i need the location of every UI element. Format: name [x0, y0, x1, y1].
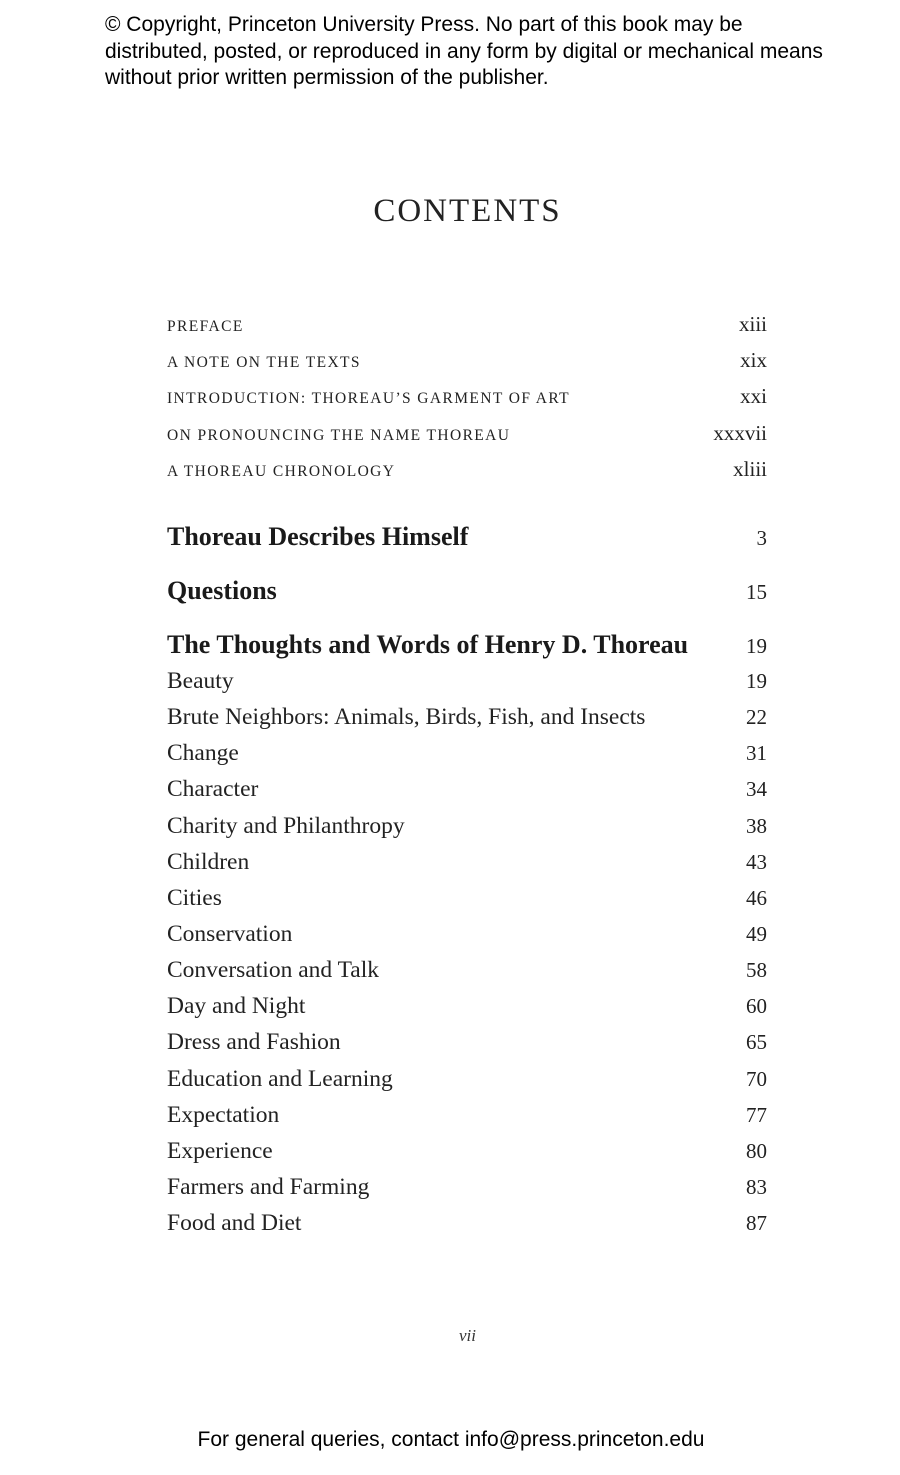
toc-section-entry[interactable] [167, 849, 767, 885]
toc-section-entry[interactable] [167, 813, 767, 849]
toc-section-label: Experience [167, 1137, 273, 1164]
toc-section-page: 22 [746, 705, 767, 730]
toc-part-label: Questions [167, 576, 277, 605]
toc-part-label: Thoreau Describes Himself [167, 522, 469, 551]
toc-section-entry[interactable] [167, 1029, 767, 1065]
toc-part-questions[interactable] [167, 576, 767, 606]
toc-section-entry[interactable] [167, 776, 767, 812]
toc-section-label: Children [167, 848, 250, 875]
toc-section-entry[interactable] [167, 957, 767, 993]
toc-section-label: Conversation and Talk [167, 957, 379, 984]
toc-section-entry[interactable] [167, 1210, 767, 1246]
toc-entry-chronology[interactable] [167, 457, 767, 493]
toc-section-label: Charity and Philanthropy [167, 812, 405, 839]
toc-section-label: Education and Learning [167, 1065, 393, 1092]
toc-entry-pronouncing[interactable] [167, 421, 767, 457]
toc-entry-preface[interactable] [167, 312, 767, 348]
toc-section-page: 65 [746, 1030, 767, 1055]
toc-section-entry[interactable] [167, 921, 767, 957]
contact-footer: For general queries, contact info@press.princeton.edu [197, 1428, 705, 1451]
toc-section-label: Cities [167, 884, 222, 911]
toc-section-page: 49 [746, 921, 767, 946]
toc-entry-page: xiii [738, 312, 767, 336]
toc-section-entry[interactable] [167, 993, 767, 1029]
toc-entry-introduction[interactable] [167, 384, 767, 420]
toc-section-page: 31 [746, 741, 767, 766]
toc-entry-label: ON PRONOUNCING THE NAME THOREAU [167, 426, 511, 444]
toc-entry-label: A NOTE ON THE TEXTS [167, 354, 361, 372]
toc-entry-page: xix [740, 348, 767, 373]
toc-section-entry[interactable] [167, 1066, 767, 1102]
toc-section-entry[interactable] [167, 885, 767, 921]
toc-section-page: 60 [746, 994, 767, 1019]
toc-entry-page: xliii [733, 456, 767, 481]
page-folio: vii [459, 1326, 476, 1345]
toc-part-label: The Thoughts and Words of Henry D. Thoreau [167, 630, 689, 659]
toc-section-page: 77 [746, 1102, 767, 1127]
toc-entry-page: xxxvii [713, 420, 767, 445]
page-title: CONTENTS [373, 193, 562, 229]
toc-section-label: Expectation [167, 1101, 280, 1128]
toc-section-entry[interactable] [167, 740, 767, 776]
toc-section-entry[interactable] [167, 1102, 767, 1138]
toc-part-describes-himself[interactable] [167, 522, 767, 552]
toc-part-page: 15 [746, 580, 767, 604]
toc-section-page: 70 [746, 1066, 767, 1091]
toc-entry-label: A THOREAU CHRONOLOGY [167, 462, 396, 480]
toc-section-label: Change [167, 740, 239, 767]
toc-section-label: Brute Neighbors: Animals, Birds, Fish, and Insects [167, 704, 646, 731]
toc-section-label: Farmers and Farming [167, 1173, 370, 1200]
toc-section-label: Food and Diet [167, 1210, 302, 1237]
toc-section-page: 80 [746, 1138, 767, 1163]
toc-section-entry[interactable] [167, 668, 767, 704]
toc-entry-label: PREFACE [167, 318, 244, 335]
toc-section-entry[interactable] [167, 704, 767, 740]
section-list [167, 668, 767, 1246]
toc-section-label: Dress and Fashion [167, 1029, 341, 1056]
toc-entry-label: INTRODUCTION: THOREAU’S GARMENT OF ART [167, 390, 571, 408]
toc-entry-note-on-texts[interactable] [167, 348, 767, 384]
toc-part-thoughts-and-words[interactable] [167, 630, 767, 660]
toc-entry-page: xxi [740, 384, 767, 409]
toc-section-label: Beauty [167, 668, 234, 694]
toc-section-page: 83 [746, 1174, 767, 1199]
toc-section-page: 38 [746, 813, 767, 838]
toc-section-page: 19 [746, 669, 767, 693]
copyright-notice: © Copyright, Princeton University Press. No part of this book may be distributed, posted, or reproduced in any form by digital or mechanical means without prior written permission of the publisher. [105, 13, 823, 89]
toc-section-label: Conservation [167, 920, 293, 947]
toc-section-entry[interactable] [167, 1138, 767, 1174]
toc-section-page: 46 [746, 885, 767, 910]
toc-part-page: 3 [756, 526, 767, 550]
toc-section-page: 43 [746, 849, 767, 874]
toc-section-label: Character [167, 776, 259, 803]
toc-section-label: Day and Night [167, 993, 306, 1020]
toc-part-page: 19 [746, 634, 767, 658]
toc-section-page: 58 [746, 958, 767, 983]
toc-section-entry[interactable] [167, 1174, 767, 1210]
toc-section-page: 87 [746, 1211, 767, 1236]
front-matter-list [167, 312, 767, 493]
toc-section-page: 34 [746, 777, 767, 802]
